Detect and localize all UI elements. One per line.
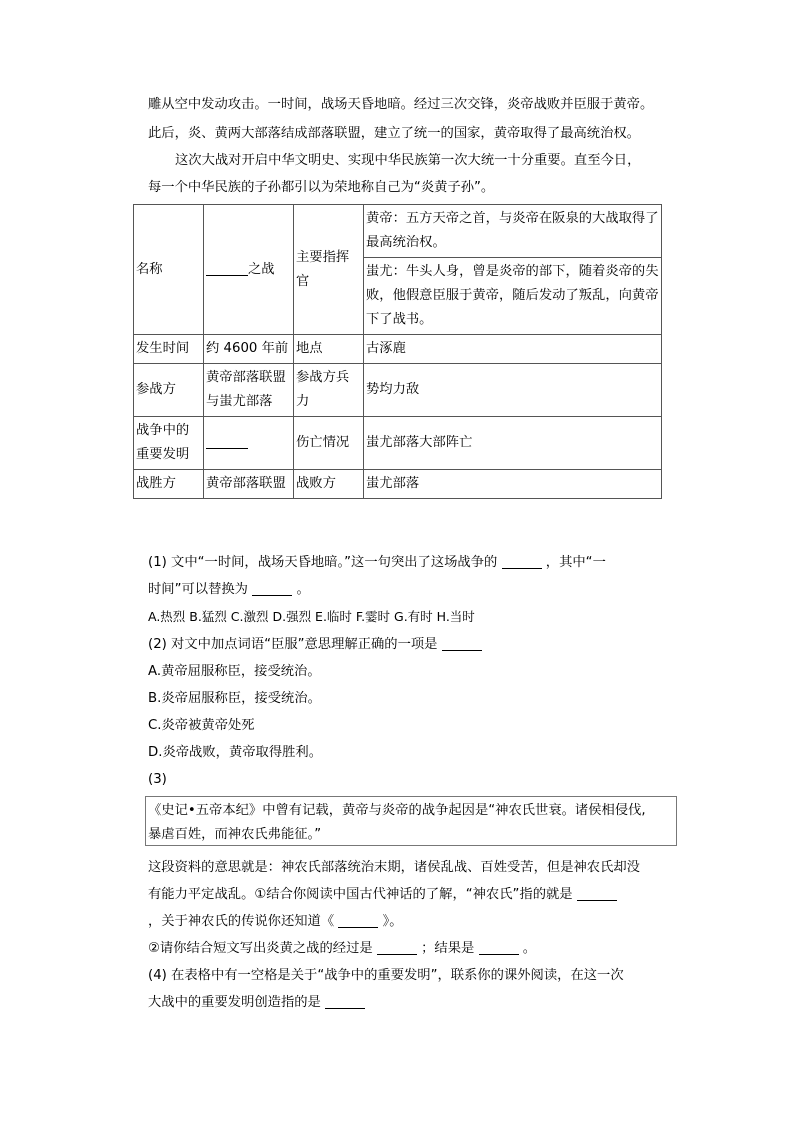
commander-huangdi: 黄帝：五方天帝之首，与炎帝在阪泉的大战取得了最高统治权。 — [364, 205, 662, 258]
q1-line-1-text: (1) 文中“一时间，战场天昏地暗。”这一句突出了这场战争的 — [148, 555, 498, 570]
q3-line-4 — [148, 940, 536, 958]
name-suffix: 之战 — [248, 261, 275, 277]
commander-chiyou: 蚩尤：牛头人身，曾是炎帝的部下，随着炎帝的失败，他假意臣服于黄帝，随后发动了叛乱，向黄帝下了战书。 — [364, 258, 662, 335]
name-label: 名称 — [134, 205, 204, 335]
q3-line-4-text: ②请你结合短文写出炎黄之战的经过是 — [148, 941, 373, 956]
time-label: 发生时间 — [134, 335, 204, 364]
intro-line-3: 这次大战对开启中华文明史、实现中华民族第一次大统一十分重要。直至今日， — [175, 153, 641, 168]
q3-blank-3[interactable] — [377, 940, 417, 955]
q1-line-2 — [148, 581, 310, 599]
q1-blank-1[interactable] — [502, 554, 542, 569]
force-label: 参战方兵力 — [294, 364, 364, 417]
q2-blank[interactable] — [442, 636, 482, 651]
q1-line-1-tail: ，其中“一 — [545, 555, 606, 570]
side-label: 参战方 — [134, 364, 204, 417]
intro-line-2: 此后，炎、黄两大部落结成部落联盟，建立了统一的国家，黄帝取得了最高统治权。 — [148, 126, 640, 141]
q4-line-2-text: 大战中的重要发明创造指的是 — [148, 995, 321, 1010]
q1-line-1 — [148, 554, 606, 572]
q3-line-4-mid: ；结果是 — [421, 941, 475, 956]
q1-line-2-tail: 。 — [296, 582, 310, 597]
q4-blank[interactable] — [325, 994, 365, 1009]
force-value: 势均力敌 — [364, 364, 662, 417]
commander-label: 主要指挥官 — [294, 205, 364, 335]
q2-option-c[interactable]: C.炎帝被黄帝处死 — [148, 718, 255, 733]
q3-line-3-text: ，关于神农氏的传说你还知道《 — [148, 914, 335, 929]
q4-line-2 — [148, 994, 365, 1012]
place-value: 古涿鹿 — [364, 335, 662, 364]
intro-line-4: 每一个中华民族的子孙都引以为荣地称自己为“炎黄子孙”。 — [148, 180, 495, 195]
q2-option-d[interactable]: D.炎帝战败，黄帝取得胜利。 — [148, 745, 323, 760]
invention-value — [204, 417, 294, 470]
invention-label: 战争中的重要发明 — [134, 417, 204, 470]
battle-info-table — [133, 204, 662, 499]
q3-box-line-2: 暴虐百姓，而神农氏弗能征。” — [148, 827, 322, 842]
q3-line-3 — [148, 913, 403, 931]
q1-options: A.热烈 B.猛烈 C.激烈 D.强烈 E.临时 F.霎时 G.有时 H.当时 — [148, 609, 475, 624]
q4-line-1: (4) 在表格中有一空格是关于“战争中的重要发明”，联系你的课外阅读，在这一次 — [148, 968, 624, 983]
q2-stem — [148, 636, 482, 654]
q3-blank-4[interactable] — [479, 940, 519, 955]
time-value: 约 4600 年前 — [204, 335, 294, 364]
winner-label: 战胜方 — [134, 470, 204, 499]
q3-line-1: 这段资料的意思就是：神农氏部落统治末期，诸侯乱战、百姓受苦，但是神农氏却没 — [148, 860, 640, 875]
invention-blank[interactable] — [206, 434, 248, 449]
intro-line-1: 雕从空中发动攻击。一时间，战场天昏地暗。经过三次交锋，炎帝战败并臣服于黄帝。 — [148, 97, 654, 112]
q3-line-2 — [148, 886, 617, 904]
q2-option-b[interactable]: B.炎帝屈服称臣，接受统治。 — [148, 691, 321, 706]
q1-line-2-text: 时间”可以替换为 — [148, 582, 248, 597]
loser-label: 战败方 — [294, 470, 364, 499]
q2-option-a[interactable]: A.黄帝屈服称臣，接受统治。 — [148, 664, 321, 679]
q3-box-line-1: 《史记•五帝本纪》中曾有记载，黄帝与炎帝的战争起因是“神农氏世衰。诸侯相侵伐, — [148, 803, 646, 818]
name-blank[interactable] — [206, 261, 248, 276]
q3-line-2-text: 有能力平定战乱。①结合你阅读中国古代神话的了解，“神农氏”指的就是 — [148, 887, 573, 902]
q2-stem-text: (2) 对文中加点词语“臣服”意思理解正确的一项是 — [148, 637, 438, 652]
q3-line-3-tail: 》。 — [382, 914, 403, 929]
loser-value: 蚩尤部落 — [364, 470, 662, 499]
side-value: 黄帝部落联盟与蚩尤部落 — [204, 364, 294, 417]
q1-blank-2[interactable] — [252, 581, 292, 596]
place-label: 地点 — [294, 335, 364, 364]
name-value — [204, 205, 294, 335]
q3-blank-1[interactable] — [577, 886, 617, 901]
q3-line-4-tail: 。 — [522, 941, 537, 956]
q3-label: (3) — [148, 772, 167, 787]
q3-blank-2[interactable] — [338, 913, 378, 928]
winner-value: 黄帝部落联盟 — [204, 470, 294, 499]
casualty-label: 伤亡情况 — [294, 417, 364, 470]
casualty-value: 蚩尤部落大部阵亡 — [364, 417, 662, 470]
